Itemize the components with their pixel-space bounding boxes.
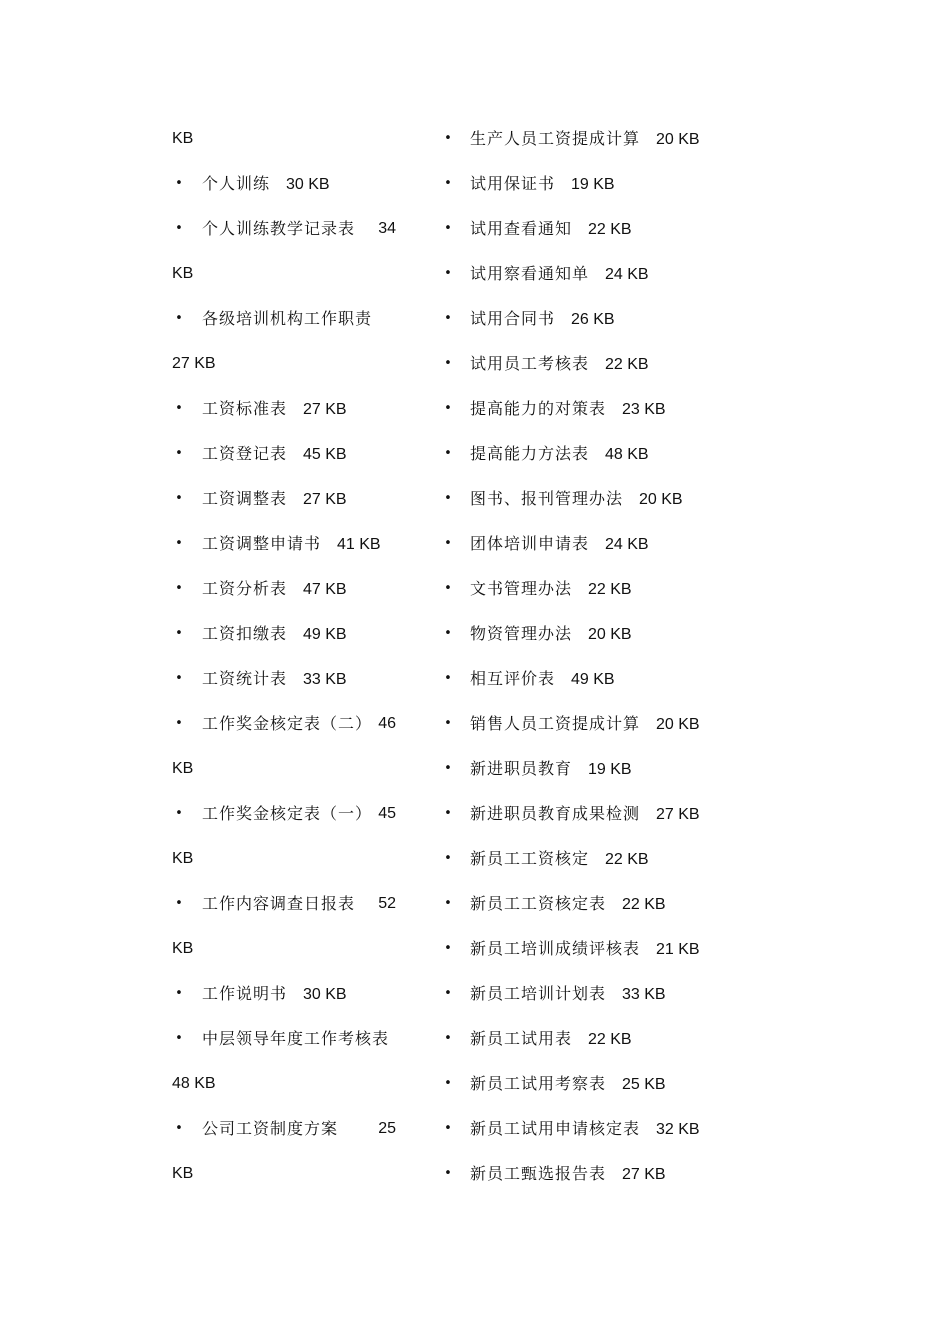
file-size-continuation: KB [172,130,194,147]
list-item [172,566,412,611]
file-size: 48 KB [605,446,649,463]
bullet-icon: • [175,1121,183,1136]
list-item-continuation [172,926,412,971]
list-item [441,926,731,971]
file-size: 20 KB [588,626,632,643]
file-size: 19 KB [571,176,615,193]
list-item-continuation [172,251,412,296]
file-size: 47 KB [303,581,347,598]
bullet-icon: • [444,806,452,821]
file-size: 30 KB [286,176,330,193]
file-size: 23 KB [622,401,666,418]
bullet-icon: • [444,1121,452,1136]
list-item [172,701,412,746]
bullet-icon: • [175,896,183,911]
file-size: 22 KB [605,356,649,373]
list-item [441,1061,731,1106]
bullet-icon: • [444,536,452,551]
file-size: 49 KB [303,626,347,643]
bullet-icon: • [175,671,183,686]
file-name: 工资扣缴表 [202,624,288,643]
file-size: 22 KB [588,1031,632,1048]
list-item [441,1106,731,1151]
list-item-continuation [172,116,412,161]
file-name: 试用保证书 [470,174,556,193]
file-name: 文书管理办法 [470,579,573,598]
file-name: 试用员工考核表 [470,354,590,373]
list-item [172,881,412,926]
file-name: 工作内容调查日报表 [202,894,356,913]
file-name: 新员工试用考察表 [470,1074,607,1093]
file-name: 工资统计表 [202,669,288,688]
file-size: 20 KB [639,491,683,508]
file-name: 工资登记表 [202,444,288,463]
bullet-icon: • [444,311,452,326]
bullet-icon: • [175,311,183,326]
file-name: 提高能力方法表 [470,444,590,463]
file-size-continuation: KB [172,850,194,867]
file-name: 新员工试用表 [470,1029,573,1048]
list-item [441,341,731,386]
list-item [441,701,731,746]
file-size: 41 KB [337,536,381,553]
file-size: 22 KB [588,221,632,238]
bullet-icon: • [444,626,452,641]
bullet-icon: • [175,716,183,731]
file-name: 个人训练 [202,174,271,193]
list-item [441,161,731,206]
file-size: 21 KB [656,941,700,958]
bullet-icon: • [444,491,452,506]
list-item [172,1016,412,1061]
list-item [172,431,412,476]
bullet-icon: • [444,851,452,866]
file-size: 25 KB [622,1076,666,1093]
file-name: 新员工培训成绩评核表 [470,939,641,958]
bullet-icon: • [175,401,183,416]
list-item [441,791,731,836]
file-name: 新员工工资核定表 [470,894,607,913]
file-name: 试用察看通知单 [470,264,590,283]
file-size: 49 KB [571,671,615,688]
list-item [172,386,412,431]
list-item [172,521,412,566]
bullet-icon: • [444,266,452,281]
bullet-icon: • [175,176,183,191]
file-name: 试用合同书 [470,309,556,328]
list-item [441,1151,731,1196]
file-name: 新员工甄选报告表 [470,1164,607,1183]
list-item [441,206,731,251]
file-name: 相互评价表 [470,669,556,688]
list-item [172,611,412,656]
file-size: 46 [378,715,396,732]
file-name: 新进职员教育成果检测 [470,804,641,823]
bullet-icon: • [444,176,452,191]
bullet-icon: • [444,1076,452,1091]
list-item-continuation [172,1061,412,1106]
bullet-icon: • [444,1031,452,1046]
file-size: 22 KB [605,851,649,868]
file-size-continuation: KB [172,760,194,777]
file-name: 新员工工资核定 [470,849,590,868]
list-item [441,746,731,791]
bullet-icon: • [175,806,183,821]
file-name: 个人训练教学记录表 [202,219,356,238]
file-size: 24 KB [605,536,649,553]
list-item [441,656,731,701]
file-size: 26 KB [571,311,615,328]
list-item [441,116,731,161]
bullet-icon: • [444,446,452,461]
file-size-continuation: KB [172,1165,194,1182]
file-name: 图书、报刊管理办法 [470,489,624,508]
file-size: 19 KB [588,761,632,778]
list-item [441,431,731,476]
file-name: 工资调整申请书 [202,534,322,553]
file-name: 提高能力的对策表 [470,399,607,418]
file-size: 52 [378,895,396,912]
file-name: 公司工资制度方案 [202,1119,339,1138]
bullet-icon: • [444,401,452,416]
list-item [441,251,731,296]
list-item [441,566,731,611]
file-name: 工作奖金核定表（一） [202,804,373,823]
bullet-icon: • [175,626,183,641]
file-name: 工作奖金核定表（二） [202,714,373,733]
list-item [441,611,731,656]
left-file-list [172,116,412,1196]
bullet-icon: • [175,1031,183,1046]
bullet-icon: • [444,131,452,146]
file-size: 20 KB [656,716,700,733]
list-item-continuation [172,836,412,881]
file-size-continuation: KB [172,940,194,957]
file-size: 20 KB [656,131,700,148]
file-name: 新进职员教育 [470,759,573,778]
file-name: 销售人员工资提成计算 [470,714,641,733]
list-item [441,521,731,566]
list-item-continuation [172,1151,412,1196]
right-file-list [441,116,731,1196]
list-item-continuation [172,746,412,791]
file-size: 34 [378,220,396,237]
list-item [172,791,412,836]
bullet-icon: • [444,716,452,731]
file-size: 45 KB [303,446,347,463]
file-size: 27 KB [622,1166,666,1183]
file-size: 24 KB [605,266,649,283]
file-size: 33 KB [622,986,666,1003]
list-item [172,1106,412,1151]
list-item [172,161,412,206]
list-item [172,296,412,341]
list-item [441,971,731,1016]
file-name: 中层领导年度工作考核表 [202,1029,390,1048]
file-size: 45 [378,805,396,822]
file-name: 工资标准表 [202,399,288,418]
bullet-icon: • [444,671,452,686]
file-name: 新员工培训计划表 [470,984,607,1003]
file-size-continuation: KB [172,265,194,282]
list-item [172,971,412,1016]
bullet-icon: • [444,221,452,236]
list-item-continuation [172,341,412,386]
bullet-icon: • [444,941,452,956]
file-size: 27 KB [303,401,347,418]
bullet-icon: • [444,986,452,1001]
bullet-icon: • [175,221,183,236]
file-size: 27 KB [656,806,700,823]
file-name: 各级培训机构工作职责 [202,309,373,328]
file-size-continuation: 27 KB [172,355,216,372]
file-name: 生产人员工资提成计算 [470,129,641,148]
file-size-continuation: 48 KB [172,1075,216,1092]
list-item [441,476,731,521]
bullet-icon: • [444,896,452,911]
file-name: 试用查看通知 [470,219,573,238]
file-name: 工资分析表 [202,579,288,598]
file-name: 新员工试用申请核定表 [470,1119,641,1138]
file-size: 30 KB [303,986,347,1003]
file-size: 33 KB [303,671,347,688]
file-size: 27 KB [303,491,347,508]
file-size: 22 KB [622,896,666,913]
bullet-icon: • [175,491,183,506]
file-name: 物资管理办法 [470,624,573,643]
bullet-icon: • [444,356,452,371]
bullet-icon: • [444,581,452,596]
bullet-icon: • [175,986,183,1001]
bullet-icon: • [444,761,452,776]
file-name: 工作说明书 [202,984,288,1003]
list-item [441,836,731,881]
file-size: 32 KB [656,1121,700,1138]
list-item [441,386,731,431]
file-size: 25 [378,1120,396,1137]
bullet-icon: • [175,536,183,551]
bullet-icon: • [175,581,183,596]
bullet-icon: • [175,446,183,461]
list-item [441,881,731,926]
bullet-icon: • [444,1166,452,1181]
file-size: 22 KB [588,581,632,598]
list-item [172,206,412,251]
list-item [441,296,731,341]
file-name: 团体培训申请表 [470,534,590,553]
list-item [172,476,412,521]
list-item [441,1016,731,1061]
list-item [172,656,412,701]
file-name: 工资调整表 [202,489,288,508]
